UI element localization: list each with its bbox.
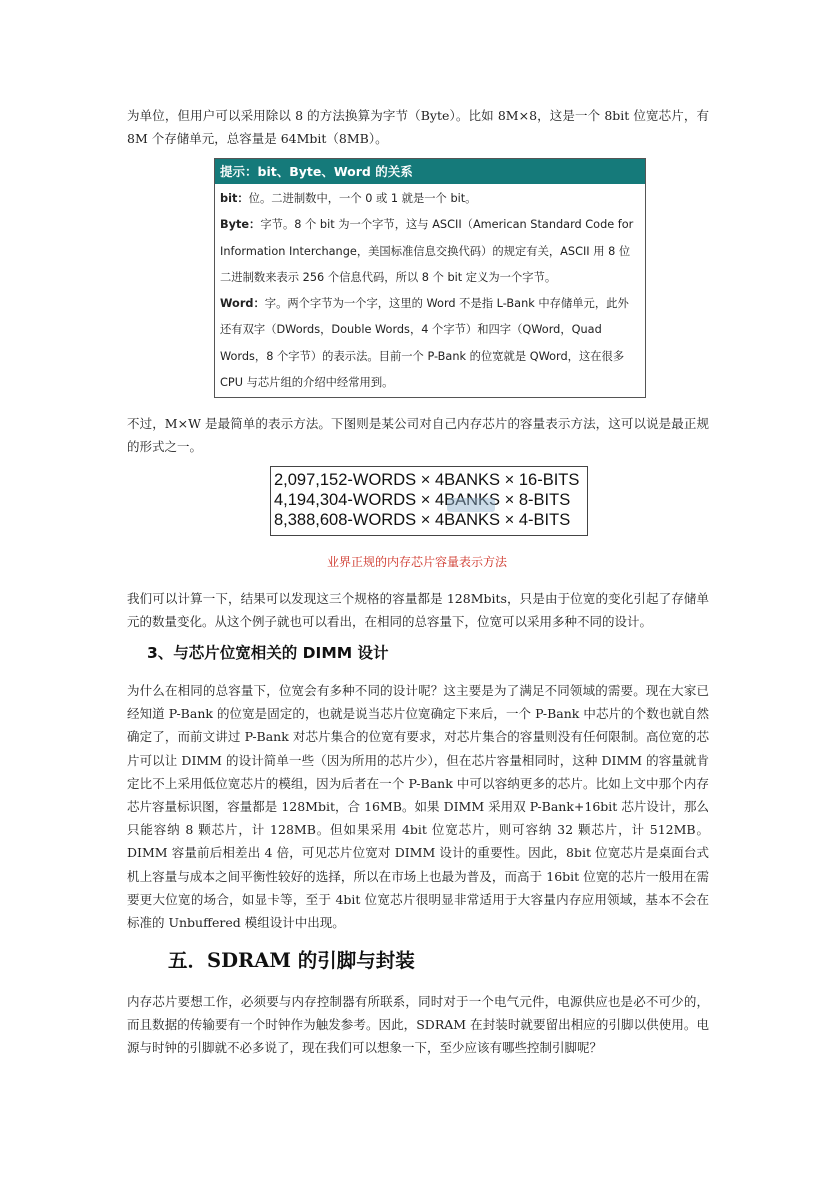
watermark-logo <box>447 498 495 512</box>
tip-term: Byte： <box>220 218 261 232</box>
tip-text: 字节。8 个 bit 为一个字节，这与 ASCII（American Standard Code for Information Interchange，美国标准信息交换代码）的规定有关，ASCII 用 8 位二进制数来表示 256 个信息代码，所以 8 个 bit 定义为一个字节。 <box>220 218 634 284</box>
section-5-heading: 五．SDRAM 的引脚与封装 <box>168 949 415 972</box>
tip-box-body <box>215 184 645 396</box>
capacity-figure <box>270 466 588 536</box>
tip-item-word <box>220 291 639 396</box>
capacity-line: 4,194,304-WORDS × 4BANKS × 8-BITS <box>274 491 571 509</box>
paragraph-4: 为什么在相同的总容量下，位宽会有多种不同的设计呢？这主要是为了满足不同领域的需要。现在大家已经知道 P-Bank 的位宽是固定的，也就是说当芯片位宽确定下来后，一个 P-Bank 中芯片的个数也就自然确定了，而前文讲过 P-Bank 对芯片集合的位宽有要求，对芯片集合的容量则没有任何限制。高位宽的芯片可以让 DIMM 的设计简单一些（因为所用的芯片少），但在芯片容量相同时，这种 DIMM 的容量就肯定比不上采用低位宽芯片的模组，因为后者在一个 P-Bank 中可以容纳更多的芯片。比如上文中那个内存芯片容量标识图，容量都是 128Mbit，合 16MB。如果 DIMM 采用双 P-Bank+16bit 芯片设计，那么只能容纳 8 颗芯片，计 128MB。但如果采用 4bit 位宽芯片，则可容纳 32 颗芯片，计 512MB。DIMM 容量前后相差出 4 倍，可见芯片位宽对 DIMM 设计的重要性。因此，8bit 位宽芯片是桌面台式机上容量与成本之间平衡性较好的选择，所以在市场上也最为普及，而高于 16bit 位宽的芯片一般用在需要更大位宽的场合，如显卡等，至于 4bit 位宽芯片很明显非常适用于大容量内存应用领域，基本不会在标准的 Unbuffered 模组设计中出现。 <box>127 683 709 931</box>
tip-term: bit： <box>220 192 249 205</box>
tip-term: Word： <box>220 297 265 311</box>
tip-text: 位。二进制数中，一个 0 或 1 就是一个 bit。 <box>248 192 477 205</box>
paragraph-5: 内存芯片要想工作，必须要与内存控制器有所联系，同时对于一个电气元件，电源供应也是必不可少的，而且数据的传输要有一个时钟作为触发参考。因此，SDRAM 在封装时就要留出相应的引脚以供使用。电源与时钟的引脚就不必多说了，现在我们可以想象一下，至少应该有哪些控制引脚呢？ <box>127 994 709 1056</box>
paragraph-2: 不过，M×W 是最简单的表示方法。下图则是某公司对自己内存芯片的容量表示方法，这可以说是最正规的形式之一。 <box>127 416 709 455</box>
paragraph-3: 我们可以计算一下，结果可以发现这三个规格的容量都是 128Mbits，只是由于位宽的变化引起了存储单元的数量变化。从这个例子就也可以看出，在相同的总容量下，位宽可以采用多种不同的设计。 <box>127 591 709 630</box>
section-3-heading: 3、与芯片位宽相关的 DIMM 设计 <box>147 644 389 662</box>
tip-box <box>214 158 646 398</box>
tip-item-byte <box>220 212 639 291</box>
tip-item-bit <box>220 186 639 212</box>
capacity-line: 2,097,152-WORDS × 4BANKS × 16-BITS <box>274 471 580 489</box>
tip-text: 字。两个字节为一个字，这里的 Word 不是指 L-Bank 中存储单元，此外还有双字（DWords，Double Words，4 个字节）和四字（QWord，Quad Words，8 个字节）的表示法。目前一个 P-Bank 的位宽就是 QWord，这在很多 CPU 与芯片组的介绍中经常用到。 <box>220 297 629 390</box>
intro-paragraph: 为单位，但用户可以采用除以 8 的方法换算为字节（Byte）。比如 8M×8，这是一个 8bit 位宽芯片，有 8M 个存储单元，总容量是 64Mbit（8MB）。 <box>127 108 709 147</box>
capacity-line: 8,388,608-WORDS × 4BANKS × 4-BITS <box>274 511 571 529</box>
figure-caption: 业界正规的内存芯片容量表示方法 <box>326 555 507 569</box>
tip-box-title: 提示：bit、Byte、Word 的关系 <box>215 159 645 184</box>
